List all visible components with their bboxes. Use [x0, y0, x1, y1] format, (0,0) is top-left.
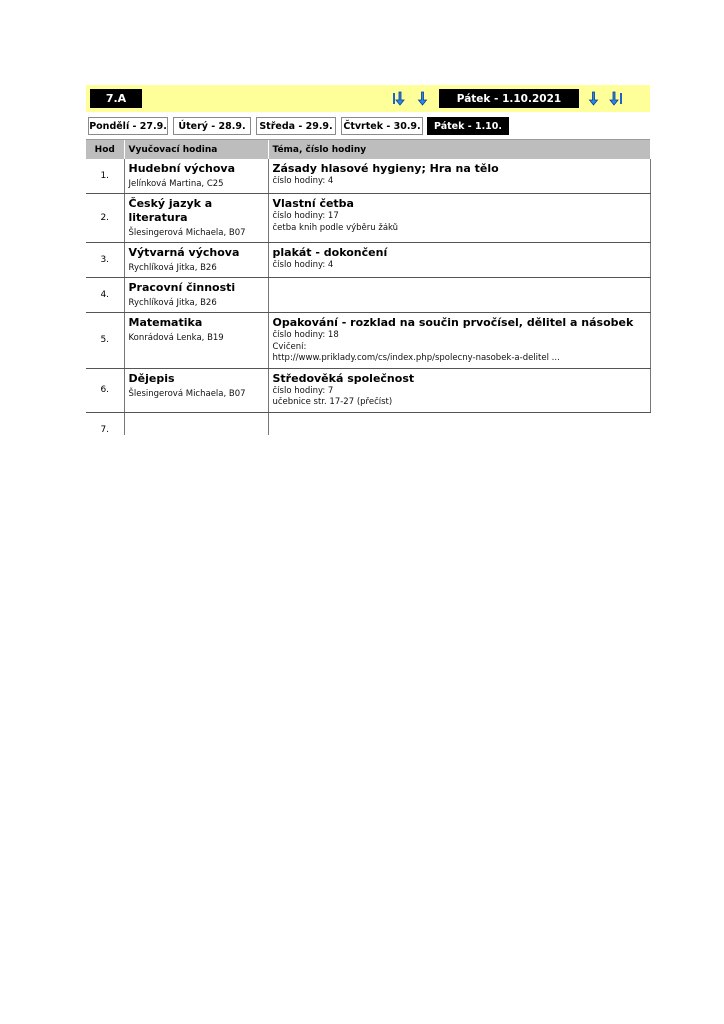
- table-row[interactable]: [86, 159, 650, 194]
- lesson-number: 7.: [86, 412, 124, 435]
- column-header-hod: Hod: [86, 140, 124, 159]
- table-row[interactable]: [86, 368, 650, 412]
- lesson-number: 3.: [86, 243, 124, 278]
- lesson-detail: učebnice str. 17-27 (přečíst): [272, 397, 393, 407]
- selected-date[interactable]: Pátek - 1.10.2021: [439, 89, 579, 108]
- table-row[interactable]: [86, 194, 650, 243]
- jump-to-end-icon[interactable]: [609, 91, 623, 106]
- topic-cell[interactable]: [268, 412, 650, 435]
- topic-cell[interactable]: [268, 278, 650, 313]
- lesson-detail: Cvičení:: [272, 341, 307, 352]
- tab-thursday[interactable]: Čtvrtek - 30.9.: [341, 117, 423, 135]
- lessons-table: [86, 140, 651, 435]
- tab-friday[interactable]: Pátek - 1.10.: [427, 117, 509, 135]
- table-row[interactable]: [86, 278, 650, 313]
- exercise-link[interactable]: http://www.priklady.com/cs/index.php/spolecny-nasobek-a-delitel ...: [272, 353, 560, 363]
- header-bar: [86, 85, 650, 112]
- teacher-room: Šlesingerová Michaela, B07: [128, 388, 246, 399]
- lesson-cell[interactable]: [124, 412, 268, 435]
- lesson-detail: číslo hodiny: 17: [272, 211, 339, 221]
- jump-to-start-icon[interactable]: [392, 91, 406, 106]
- topic-title: plakát - dokončení: [272, 246, 388, 259]
- subject-name: Výtvarná výchova: [128, 246, 240, 259]
- teacher-room: Rychlíková Jitka, B26: [128, 263, 217, 273]
- lesson-detail: číslo hodiny: 4: [272, 176, 334, 186]
- tab-wednesday[interactable]: Středa - 29.9.: [256, 117, 336, 135]
- lesson-number: 4.: [86, 278, 124, 313]
- topic-title: Vlastní četba: [272, 197, 354, 210]
- subject-name: Matematika: [128, 316, 203, 329]
- teacher-room: Konrádová Lenka, B19: [128, 333, 224, 343]
- table-row[interactable]: [86, 243, 650, 278]
- subject-name: Český jazyk a literatura: [128, 197, 213, 224]
- lesson-number: 2.: [86, 194, 124, 243]
- table-row[interactable]: [86, 412, 650, 435]
- tab-monday[interactable]: Pondělí - 27.9.: [88, 117, 168, 135]
- tab-tuesday[interactable]: Úterý - 28.9.: [173, 117, 251, 135]
- subject-name: Pracovní činnosti: [128, 281, 236, 294]
- topic-cell[interactable]: [268, 368, 650, 412]
- topic-cell[interactable]: [268, 159, 650, 194]
- topic-cell[interactable]: [268, 243, 650, 278]
- teacher-room: Šlesingerová Michaela, B07: [128, 228, 246, 238]
- lesson-detail: číslo hodiny: 18: [272, 330, 339, 340]
- topic-title: Zásady hlasové hygieny; Hra na tělo: [272, 162, 499, 175]
- lesson-number: 6.: [86, 368, 124, 412]
- teacher-room: Jelínková Martina, C25: [128, 179, 224, 189]
- lesson-detail: číslo hodiny: 4: [272, 260, 334, 270]
- topic-title: Opakování - rozklad na součin prvočísel, dělitel a násobek: [272, 316, 634, 329]
- timetable-panel: [86, 85, 650, 435]
- next-day-icon[interactable]: [588, 91, 599, 106]
- lesson-detail: číslo hodiny: 7: [272, 385, 334, 396]
- subject-name: Dějepis: [128, 371, 175, 385]
- lesson-cell[interactable]: [124, 368, 268, 412]
- topic-cell[interactable]: [268, 313, 650, 369]
- lesson-cell[interactable]: [124, 243, 268, 278]
- lesson-cell[interactable]: [124, 313, 268, 369]
- class-label[interactable]: 7.A: [90, 89, 142, 108]
- topic-cell[interactable]: [268, 194, 650, 243]
- day-tabs: [86, 114, 650, 140]
- table-header-row: [86, 140, 650, 159]
- lesson-cell[interactable]: [124, 278, 268, 313]
- lesson-number: 1.: [86, 159, 124, 194]
- lesson-cell[interactable]: [124, 159, 268, 194]
- column-header-topic: Téma, číslo hodiny: [268, 140, 650, 159]
- subject-name: Hudební výchova: [128, 162, 236, 175]
- teacher-room: Rychlíková Jitka, B26: [128, 298, 217, 308]
- topic-title: Středověká společnost: [272, 371, 415, 385]
- lesson-number: 5.: [86, 313, 124, 369]
- column-header-lesson: Vyučovací hodina: [124, 140, 268, 159]
- lesson-cell[interactable]: [124, 194, 268, 243]
- table-row[interactable]: [86, 313, 650, 369]
- lesson-detail: četba knih podle výběru žáků: [272, 222, 399, 233]
- previous-day-icon[interactable]: [417, 91, 428, 106]
